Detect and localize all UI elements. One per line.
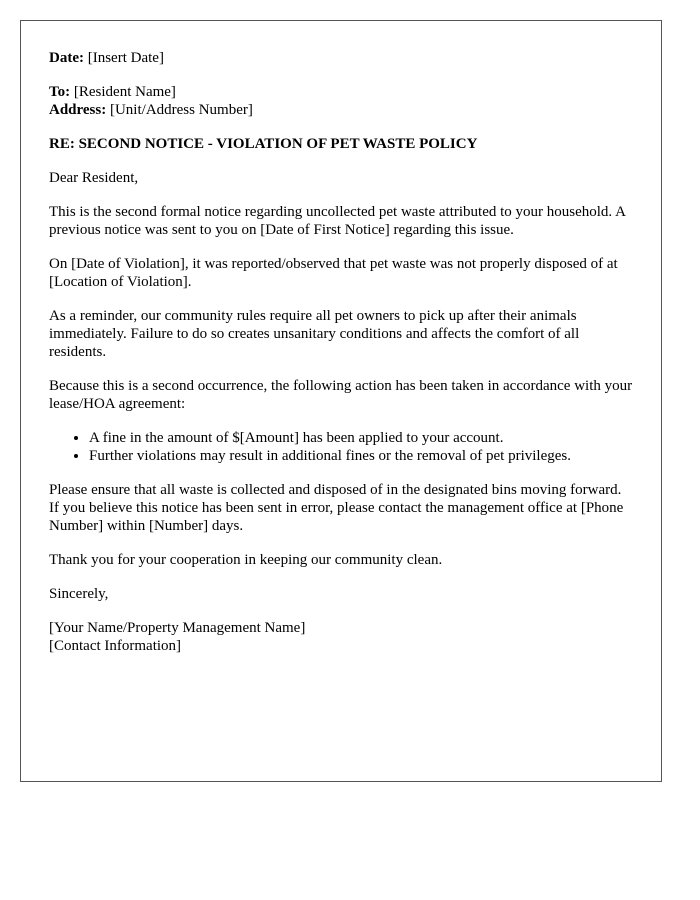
- address-value: [Unit/Address Number]: [109, 102, 253, 118]
- signature-contact: [Contact Information]: [49, 638, 182, 654]
- action-list: [49, 429, 633, 465]
- subject-line: RE: SECOND NOTICE - VIOLATION OF PET WASTE POLICY: [49, 136, 478, 152]
- list-item: • Further violations may result in additional fines or the removal of pet privileges.: [89, 447, 633, 465]
- body-paragraph: On [Date of Violation], it was reported/observed that pet waste was not properly disposed of at [Location of Violation].: [49, 256, 618, 290]
- list-item: • A fine in the amount of $[Amount] has been applied to your account.: [89, 429, 633, 447]
- date-line: [49, 49, 633, 67]
- to-value: [Resident Name]: [73, 84, 176, 100]
- closing-paragraph: Thank you for your cooperation in keeping our community clean.: [49, 552, 443, 568]
- to-label: To:: [49, 84, 71, 100]
- signoff: Sincerely,: [49, 586, 109, 602]
- signature-name: [Your Name/Property Management Name]: [49, 620, 306, 636]
- salutation: Dear Resident,: [49, 170, 139, 186]
- body-paragraph: This is the second formal notice regarding uncollected pet waste attributed to your household. A previous notice was sent to you on [Date of First Notice] regarding this issue.: [49, 204, 626, 238]
- closing-paragraph: Please ensure that all waste is collected and disposed of in the designated bins moving forward. If you believe this notice has been sent in error, please contact the management office at [Phone Number] within [Number] days.: [49, 482, 624, 534]
- body-paragraph: As a reminder, our community rules require all pet owners to pick up after their animals immediately. Failure to do so creates unsanitary conditions and affects the comfort of all residents.: [49, 308, 580, 360]
- date-label: Date:: [49, 50, 84, 66]
- recipient-block: [49, 83, 633, 119]
- letter-page: [20, 20, 662, 782]
- signature-block: [49, 619, 633, 655]
- to-line: [49, 83, 633, 101]
- address-line: [49, 101, 633, 119]
- body-paragraph: Because this is a second occurrence, the following action has been taken in accordance with your lease/HOA agreement:: [49, 378, 633, 412]
- address-label: Address:: [49, 102, 107, 118]
- date-value: [Insert Date]: [87, 50, 164, 66]
